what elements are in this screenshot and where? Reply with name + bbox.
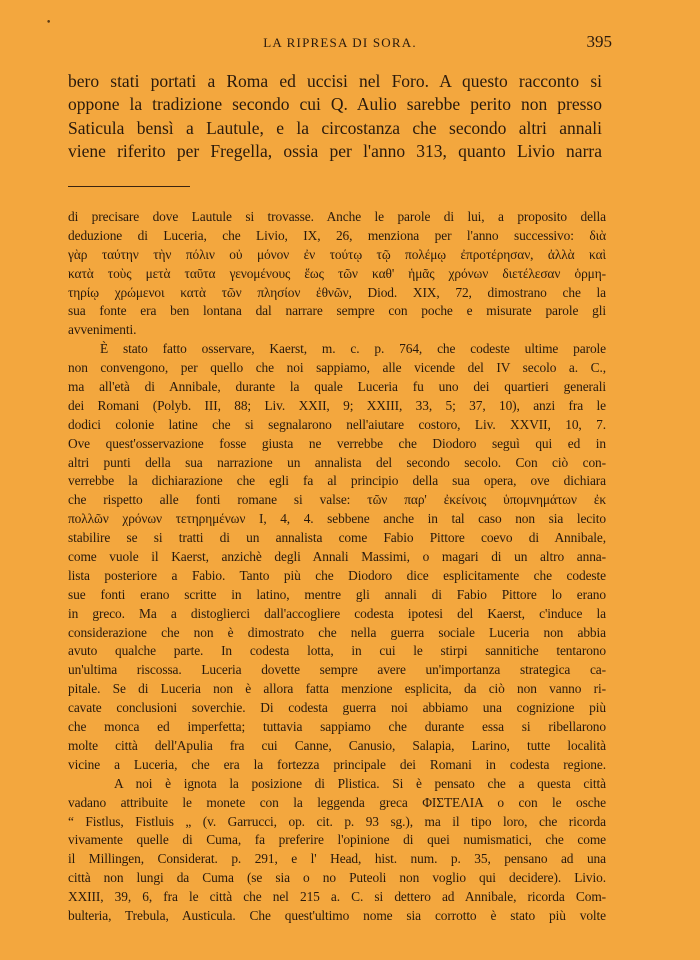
note-line: XXIII, 39, 6, fra le città che nel 215 a. C. si dettero ad Annibale, ricorda Com- bbox=[68, 889, 606, 905]
note-line: “ Fistlus, Fistluis „ (v. Garrucci, op. cit. p. 93 sg.), ma il tipo loro, che ricorda bbox=[68, 813, 606, 829]
note-line: πολλῶν χρόνων τετηρημένων I, 4, 4. sebbene anche in tal caso non sia lecito bbox=[68, 511, 606, 527]
note-line: vicine a Luceria, che era la fortezza principale dei Romani in codesta regione. bbox=[68, 756, 606, 772]
note-line: sua fonte era ben lontana dal narrare sempre con poche e misurate parole gli bbox=[68, 303, 606, 319]
note-line: avvenimenti. bbox=[68, 322, 137, 338]
main-text-line: Saticula bensì a Lautule, e la circostanza che secondo altri annali bbox=[68, 117, 602, 138]
note-line: bulteria, Trebula, Austicula. Che quest'ultimo nome sia corrotto è stato più volte bbox=[68, 907, 606, 923]
footnotes bbox=[68, 208, 606, 926]
note-line: di precisare dove Lautule si trovasse. Anche le parole di lui, a proposito della bbox=[68, 209, 606, 224]
footnote-rule bbox=[68, 186, 190, 187]
page-number: 395 bbox=[586, 32, 612, 51]
note-line: A noi è ignota la posizione di Plistica. Si è pensato che a questa città bbox=[114, 775, 606, 791]
note-line: È stato fatto osservare, Kaerst, m. c. p. 764, che codeste ultime parole bbox=[100, 341, 606, 357]
note-line: molte città dell'Apulia fra cui Canne, Canusio, Salapia, Larino, tutte località bbox=[68, 737, 606, 753]
note-line: che monca ed imperfetta; tuttavia sappiamo che durante essa si ribellarono bbox=[68, 719, 606, 735]
note-line: cavate conclusioni soverchie. Di codesta guerra noi abbiamo una cognizione più bbox=[68, 700, 606, 716]
note-line: che rispetto alle fonti romane si valse: τῶν παρ' ἐκείνοις ὑπομνημάτων ἐκ bbox=[68, 492, 606, 508]
note-line: un'ultima riscossa. Luceria dovette sempre avere un'importanza strategica ca- bbox=[68, 662, 606, 678]
main-text bbox=[68, 70, 602, 164]
note-line: κατὰ τοὺς μετὰ ταῦτα γενομένους ἕως τῶν καθ' ἡμᾶς χρόνων διετέλεσαν ὁρμη- bbox=[68, 265, 606, 281]
page-header bbox=[68, 32, 612, 54]
note-line: città non lungi da Cuma (se sia o no Puteoli non voglio qui decidere). Livio. bbox=[68, 870, 606, 886]
note-line: ma all'età di Annibale, durante la quale Luceria fu uno dei quartieri generali bbox=[68, 379, 606, 395]
note-line: il Millingen, Considerat. p. 291, e l' Head, hist. num. p. 35, pensano ad una bbox=[68, 851, 606, 867]
main-text-line: bero stati portati a Roma ed uccisi nel Foro. A questo racconto si bbox=[68, 71, 602, 91]
note-line: γὰρ ταύτην τὴν πόλιν οὐ μόνον ἐν τούτῳ τῷ πολέμῳ ἐπροτέρησαν, ἀλλὰ καὶ bbox=[68, 246, 606, 262]
note-line: dei Romani (Polyb. III, 88; Liv. XXII, 9; XXIII, 33, 5; 37, 10), anzi fra le bbox=[68, 397, 606, 413]
note-line: non convengono, per quello che noi sappiamo, alle vicende del IV secolo a. C., bbox=[68, 360, 606, 376]
margin-mark: • bbox=[46, 18, 52, 28]
note-line: stabilire se si tratti di un annalista come Fabio Pittore coevo di Annibale, bbox=[68, 530, 606, 546]
note-line: altri punti della sua narrazione un annalista del secondo secolo. Con ciò con- bbox=[68, 454, 606, 470]
note-line: come vuole il Kaerst, anzichè degli Annali Massimi, o magari di un altro anna- bbox=[68, 549, 606, 565]
running-head: LA RIPRESA DI SORA. bbox=[263, 35, 417, 50]
note-line: Ove quest'osservazione fosse giusta ne verrebbe che Diodoro seguì qui ed in bbox=[68, 435, 606, 451]
note-line: sue fonti erano scritte in latino, mentre gli annali di Fabio Pittore lo erano bbox=[68, 586, 606, 602]
main-text-line: viene riferito per Fregella, ossia per l'anno 313, quanto Livio narra bbox=[68, 141, 602, 162]
main-text-line: oppone la tradizione secondo cui Q. Aulio sarebbe perito non presso bbox=[68, 94, 602, 115]
note-line: deduzione di Luceria, che Livio, IX, 26, menziona per l'anno successivo: διὰ bbox=[68, 227, 606, 243]
note-line: lista posteriore a Fabio. Tanto più che Diodoro dice esplicitamente che codeste bbox=[68, 567, 606, 583]
note-line: dodici colonie latine che si segnalarono nell'aiutare costoro, Liv. XXVII, 10, 7. bbox=[68, 416, 606, 432]
note-line: verrebbe la dichiarazione che egli fa al principio della sua opera, ove dichiara bbox=[68, 473, 606, 489]
note-line: vivamente quelle di Cuma, fa preferire l'opinione di quei numismatici, che come bbox=[68, 832, 606, 848]
note-line: considerazione che non è dimostrato che nella guerra sociale Luceria non abbia bbox=[68, 624, 606, 640]
note-line: in greco. Ma a distoglierci dall'accogliere codesta ipotesi del Kaerst, c'induce la bbox=[68, 605, 606, 621]
note-line: τηρίῳ χρώμενοι κατὰ τῶν πλησίον ἐθνῶν, Diod. XIX, 72, dimostrano che la bbox=[68, 284, 606, 300]
note-line: vadano attribuite le monete con la leggenda greca ΦΙΣΤΕΛΙΑ o con le osche bbox=[68, 794, 606, 810]
note-line: pitale. Se di Luceria non è allora fatta menzione esplicita, da ciò non vanno ri- bbox=[68, 681, 606, 697]
note-line: avuto qualche parte. In codesta lotta, in cui le stirpi sannitiche tentarono bbox=[68, 643, 606, 659]
